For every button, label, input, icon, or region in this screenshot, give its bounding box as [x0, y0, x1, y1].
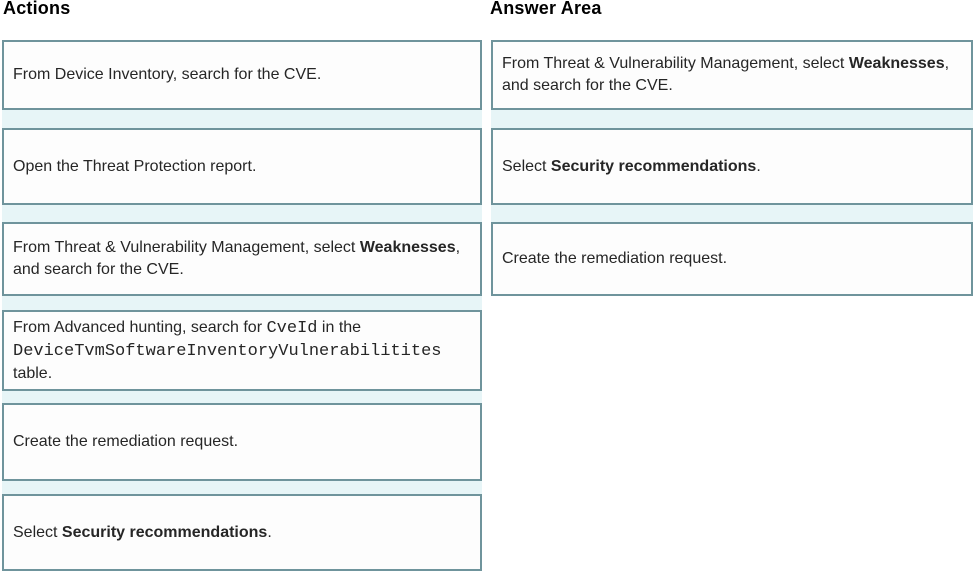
answer-area-column-header: Answer Area [490, 0, 602, 18]
answer-card-step-3[interactable] [491, 222, 973, 296]
answer-area-card-list [491, 40, 973, 296]
answer-card-text: Select Security recommendations. [502, 157, 761, 175]
action-card-security-recommendations[interactable] [2, 494, 482, 571]
action-card-tvm-weaknesses[interactable] [2, 222, 482, 296]
answer-card-step-1[interactable] [491, 40, 973, 110]
action-card-text: Open the Threat Protection report. [13, 157, 257, 175]
actions-column-header: Actions [3, 0, 71, 18]
action-card-device-inventory[interactable] [2, 40, 482, 110]
action-card-text: From Threat & Vulnerability Management, select Weaknesses, and search for the CVE. [13, 239, 461, 278]
action-card-text: From Device Inventory, search for the CVE. [13, 66, 322, 83]
action-card-threat-protection-report[interactable] [2, 128, 482, 205]
action-card-advanced-hunting[interactable] [2, 310, 482, 391]
action-card-text: From Advanced hunting, search for CveId in the DeviceTvmSoftwareInventoryVulnerabilitites table. [13, 318, 442, 382]
answer-card-text: From Threat & Vulnerability Management, select Weaknesses, and search for the CVE. [502, 55, 950, 94]
action-card-text: Create the remediation request. [13, 433, 239, 450]
answer-card-step-2[interactable] [491, 128, 973, 205]
answer-card-text: Create the remediation request. [502, 250, 728, 267]
action-card-remediation-request[interactable] [2, 403, 482, 481]
action-card-text: Select Security recommendations. [13, 523, 272, 541]
actions-card-list [2, 40, 482, 571]
